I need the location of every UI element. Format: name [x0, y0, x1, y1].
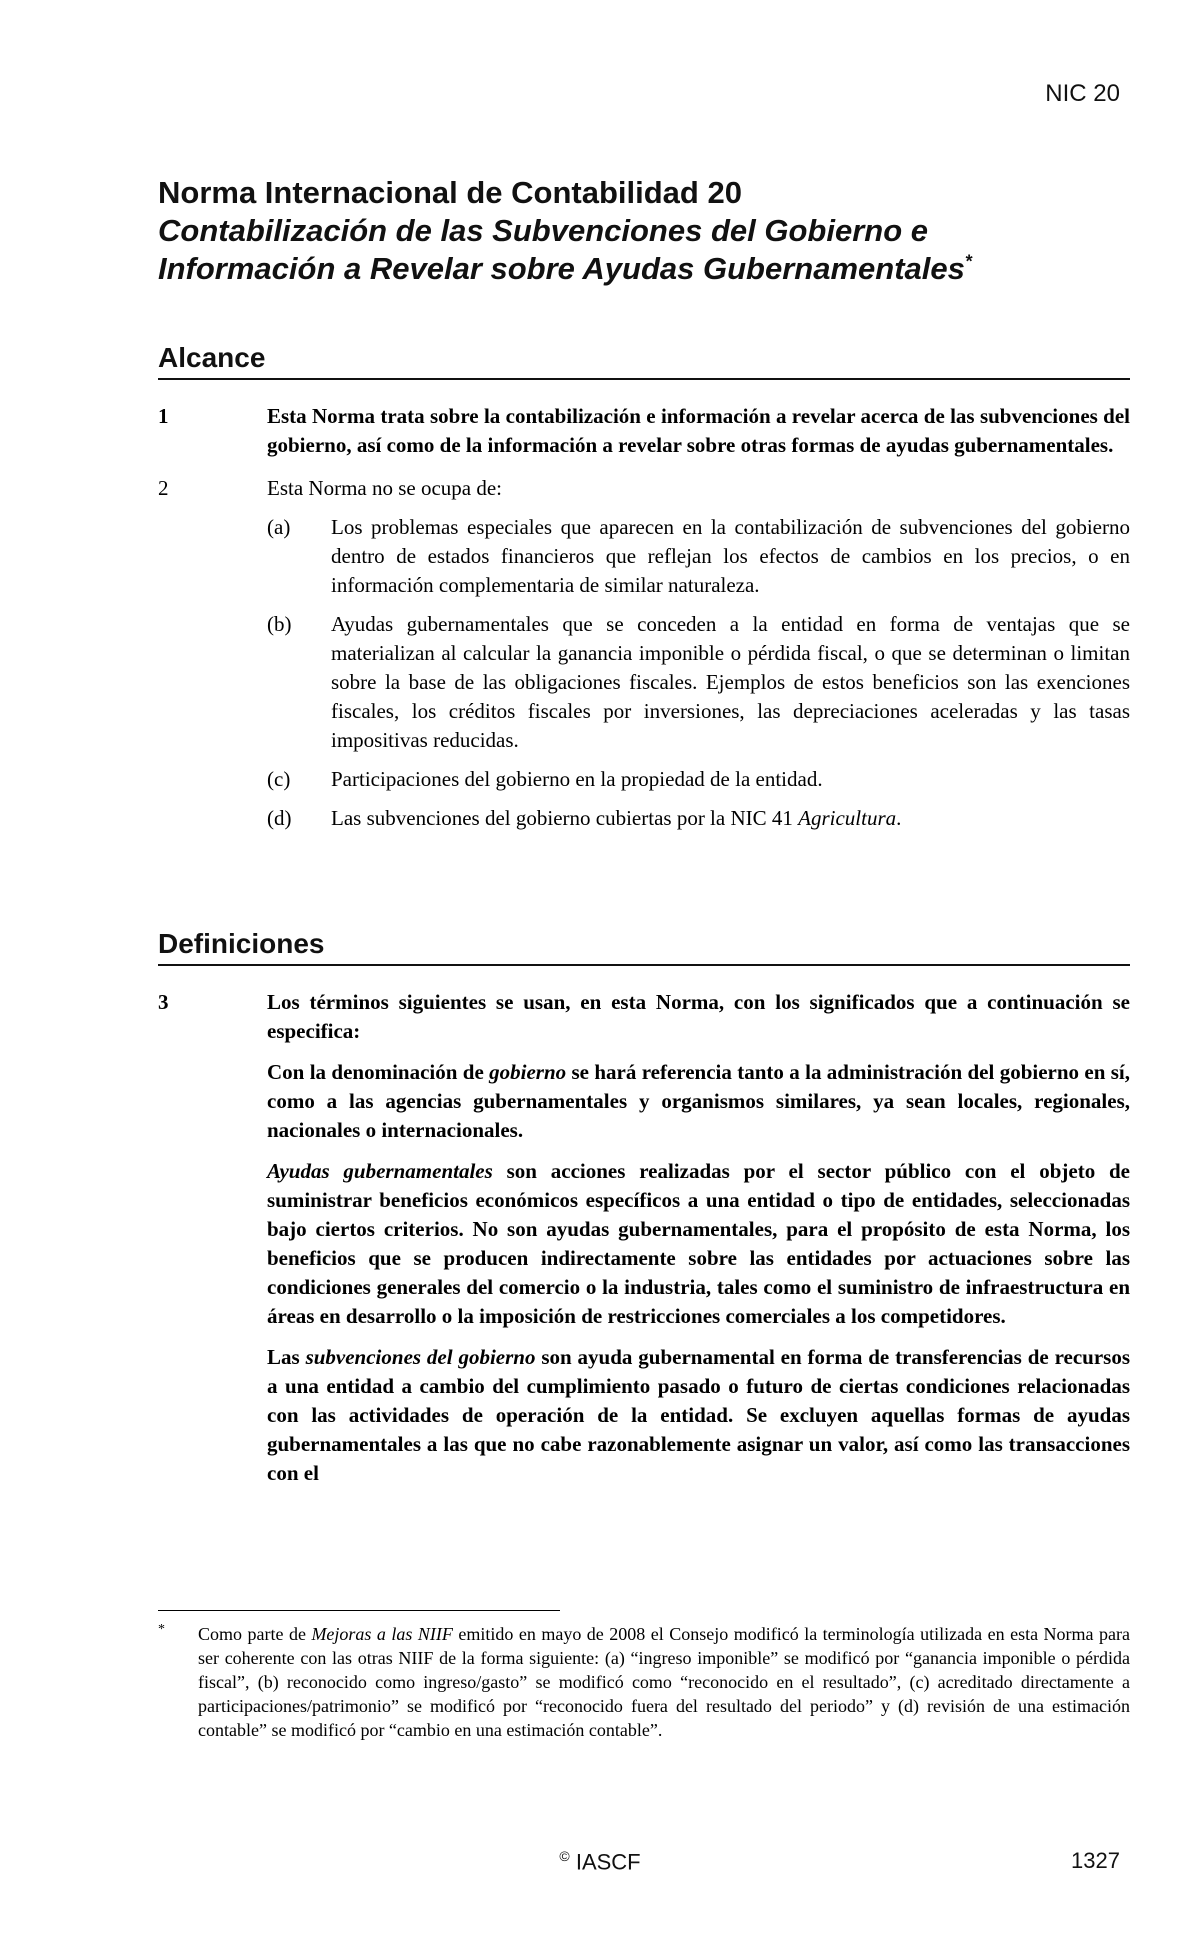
list-item: [267, 765, 1130, 794]
standard-title: Norma Internacional de Contabilidad 20: [158, 175, 742, 210]
list-item-text: Los problemas especiales que aparecen en la contabilización de subvenciones del gobierno dentro de estados financieros que reflejan los efectos de cambios en los precios, o en información complementaria de similar naturaleza.: [331, 515, 1130, 597]
definition-text-suffix: son acciones realizadas por el sector público con el objeto de suministrar beneficios económicos específicos a una entidad o tipo de entidades, seleccionadas bajo ciertos criterios. No son ayudas gubernamentales, para el propósito de esta Norma, los beneficios que se producen indirectamente sobre las entidades por actuaciones sobre las condiciones generales del comercio o la industria, tales como el suministro de infraestructura en áreas en desarrollo o la imposición de restricciones comerciales a los competidores.: [267, 1159, 1131, 1328]
footnote-text-suffix: emitido en mayo de 2008 el Consejo modificó la terminología utilizada en esta Norma para ser coherente con las otras NIIF de la forma siguiente: (a) “ingreso imponible” se modificó por “ganancia imponible o pérdida fiscal”, (b) reconocido como ingreso/gasto” se modificó como “reconocido en el resultado”, (c) acreditado directamente a participaciones/patrimonio” se modificó por “reconocido fuera del resultado del periodo” y (d) revisión de una estimación contable” se modificó por “cambio en una estimación contable”.: [198, 1624, 1130, 1740]
running-header: NIC 20: [1045, 80, 1120, 107]
standard-subtitle-line-1: Contabilización de las Subvenciones del Gobierno e: [158, 213, 928, 248]
paragraph-text: Esta Norma no se ocupa de:: [267, 476, 503, 500]
paragraph-2: [158, 474, 1130, 503]
definition-gobierno: [267, 1058, 1130, 1145]
paragraph-1: [158, 402, 1130, 460]
footnote: [158, 1622, 1130, 1742]
copyright-symbol: ©: [559, 1848, 570, 1864]
paragraph-text: Los términos siguientes se usan, en esta Norma, con los significados que a continuación se especifica:: [267, 990, 1130, 1043]
list-item-label: (a): [267, 515, 291, 539]
paragraph-3: [158, 988, 1130, 1046]
section-alcance: [158, 342, 1130, 833]
list-item-text: [331, 804, 1130, 833]
paragraph-number: 3: [158, 990, 169, 1014]
title-footnote-marker: *: [964, 251, 972, 272]
definition-text-suffix: son ayuda gubernamental en forma de transferencias de recursos a una entidad a cambio del cumplimiento pasado o futuro de ciertas condiciones relacionadas con las actividades de operación de la entidad. Se excluyen aquellas formas de ayudas gubernamentales a las que no cabe razonablemente asignar un valor, así como las transacciones con el: [267, 1345, 1130, 1485]
list-item-text: Ayudas gubernamentales que se conceden a la entidad en forma de ventajas que se materializan al calcular la ganancia imponible o pérdida fiscal, o que se determinan o limitan sobre la base de las obligaciones fiscales. Ejemplos de estos beneficios son las exenciones fiscales, los créditos fiscales por inversiones, las depreciaciones aceleradas y las tasas impositivas reducidas.: [331, 612, 1130, 752]
list-item: [267, 610, 1130, 755]
section-heading-alcance: Alcance: [158, 342, 1130, 380]
definition-term: subvenciones del gobierno: [305, 1345, 536, 1369]
definition-subvenciones: [267, 1343, 1130, 1488]
standard-subtitle-line-2-text: Información a Revelar sobre Ayudas Gubernamentales: [158, 251, 965, 286]
list-item-text-suffix: .: [896, 806, 902, 830]
definition-term: Ayudas gubernamentales: [267, 1159, 493, 1183]
definition-text-prefix: Las: [267, 1345, 306, 1369]
paragraph-number: 2: [158, 476, 169, 500]
exclusion-list: [267, 513, 1130, 833]
footnote-text-italic: Mejoras a las NIIF: [311, 1624, 453, 1644]
list-item-label: (d): [267, 806, 292, 830]
list-item-label: (c): [267, 767, 291, 791]
list-item-text-prefix: Las subvenciones del gobierno cubiertas por la NIC 41: [331, 806, 799, 830]
footnote-divider: [158, 1610, 560, 1611]
standard-subtitle-line-2: [158, 250, 1128, 288]
list-item-text-italic: Agricultura: [798, 806, 897, 830]
document-title-block: [158, 174, 1128, 288]
section-heading-definiciones: Definiciones: [158, 928, 1130, 966]
list-item-label: (b): [267, 612, 292, 636]
paragraph-text: Esta Norma trata sobre la contabilización e información a revelar acerca de las subvenciones del gobierno, así como de la información a revelar sobre otras formas de ayudas gubernamentales.: [267, 404, 1130, 457]
footer-copyright: [0, 1848, 1200, 1875]
list-item: [267, 513, 1130, 600]
publisher-name: IASCF: [575, 1849, 641, 1875]
footnote-text: [198, 1622, 1130, 1742]
definition-text-prefix: Con la denominación de: [267, 1060, 490, 1084]
definition-text-suffix: se hará referencia tanto a la administración del gobierno en sí, como a las agencias gubernamentales y organismos similares, ya sean locales, regionales, nacionales o internacionales.: [267, 1060, 1130, 1142]
footnote-text-prefix: Como parte de: [198, 1624, 312, 1644]
footnote-marker: *: [158, 1622, 165, 1637]
section-definiciones: [158, 928, 1130, 1488]
page-number: 1327: [1071, 1848, 1120, 1873]
definition-ayudas-gubernamentales: [267, 1157, 1130, 1331]
definition-term: gobierno: [489, 1060, 567, 1084]
list-item: [267, 804, 1130, 833]
list-item-text: Participaciones del gobierno en la propiedad de la entidad.: [331, 767, 823, 791]
paragraph-number: 1: [158, 404, 169, 428]
